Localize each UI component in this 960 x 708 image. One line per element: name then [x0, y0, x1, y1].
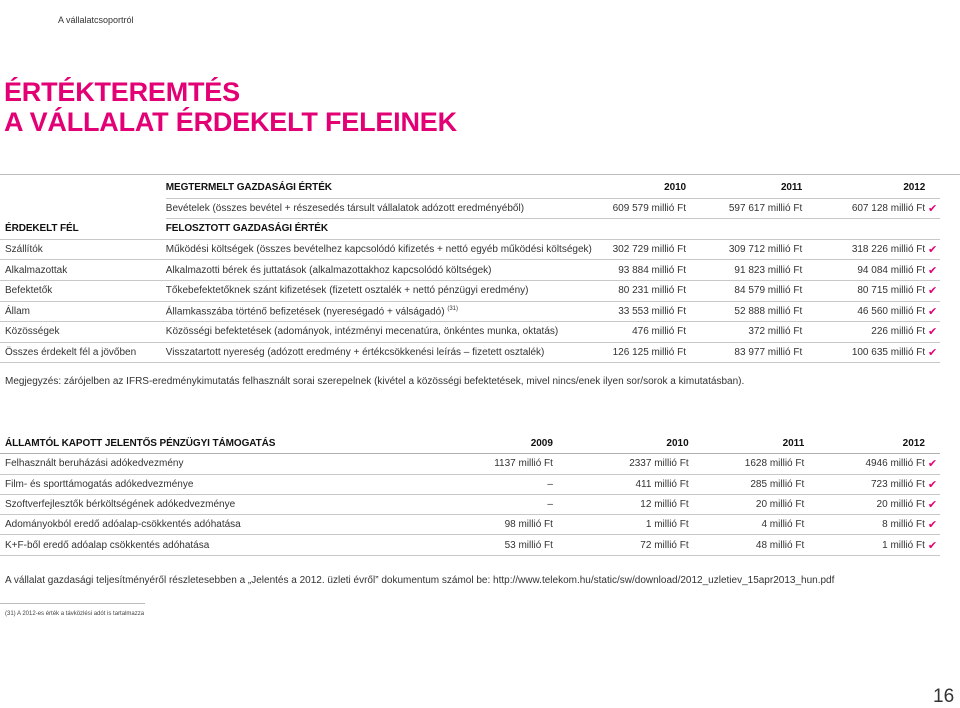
report-link-text: A vállalat gazdasági teljesítményéről részletesebben a „Jelentés a 2012. üzleti évről” dokumentum számol be: http://www.telekom.hu/static/sw/download/2012_uzletiev_15apr2013_hun.pdf — [5, 575, 835, 586]
distributed-value-heading: FELOSZTOTT GAZDASÁGI ÉRTÉK — [166, 219, 592, 240]
page-title-line1: ÉRTÉKTEREMTÉS — [4, 77, 240, 107]
check-icon: ✔ — [925, 494, 940, 514]
year-header: 2012 — [802, 178, 925, 198]
cell-value: 84 579 millió Ft — [686, 280, 802, 301]
check-icon: ✔ — [925, 239, 940, 260]
cell-value: 1628 millió Ft — [689, 454, 805, 474]
table-row — [0, 474, 940, 494]
cell-value: 80 715 millió Ft — [802, 280, 925, 301]
page-title-line2: A VÁLLALAT ÉRDEKELT FELEINEK — [4, 107, 457, 137]
check-icon: ✔ — [925, 198, 940, 219]
cell-value: 285 millió Ft — [689, 474, 805, 494]
cell-value: 53 millió Ft — [452, 535, 553, 555]
stakeholder: Befektetők — [0, 280, 166, 301]
stakeholder-header: ÉRDEKELT FÉL — [0, 219, 166, 240]
cell-value: 411 millió Ft — [553, 474, 689, 494]
year-header: 2010 — [553, 434, 689, 454]
cell-value: 1 millió Ft — [553, 515, 689, 535]
year-header: 2009 — [452, 434, 553, 454]
table-note: Megjegyzés: zárójelben az IFRS-eredménykimutatás felhasznált sorai szerepelnek (kivétel a közösségi befektetések, mivel nincs/enek ilyen sor/sorok a kimutatásban). — [5, 376, 745, 387]
cell-value: 93 884 millió Ft — [592, 260, 686, 281]
cell-value: – — [452, 494, 553, 514]
table-row — [0, 322, 940, 343]
row-label: K+F-ből eredő adóalap csökkentés adóhatása — [0, 535, 452, 555]
cell-value: 1 millió Ft — [804, 535, 925, 555]
year-header: 2010 — [592, 178, 686, 198]
footnote: (31) A 2012-es érték a távközlési adót is tartalmazza — [5, 611, 145, 617]
cell-value: 309 712 millió Ft — [686, 239, 802, 260]
stakeholder: Alkalmazottak — [0, 260, 166, 281]
cell-value: 126 125 millió Ft — [592, 342, 686, 363]
year-header: 2011 — [686, 178, 802, 198]
table-row — [0, 494, 940, 514]
economic-value-table — [0, 178, 940, 363]
year-header: 2012 — [804, 434, 925, 454]
table-row — [0, 454, 940, 474]
footnote-divider — [0, 603, 145, 604]
cell-value: 91 823 millió Ft — [686, 260, 802, 281]
table-row — [0, 239, 940, 260]
cell-value: 72 millió Ft — [553, 535, 689, 555]
divider — [0, 174, 960, 175]
stakeholder: Összes érdekelt fél a jövőben — [0, 342, 166, 363]
page-number: 16 — [933, 686, 955, 707]
row-label: Közösségi befektetések (adományok, intézményi mecenatúra, önkéntes munka, oktatás) — [166, 322, 592, 343]
cell-value: 609 579 millió Ft — [592, 198, 686, 219]
stakeholder: Közösségek — [0, 322, 166, 343]
cell-value: 597 617 millió Ft — [686, 198, 802, 219]
cell-value: 476 millió Ft — [592, 322, 686, 343]
cell-value: 98 millió Ft — [452, 515, 553, 535]
table-row — [0, 260, 940, 281]
row-label: Államkasszába történő befizetések (nyereségadó + válságadó) $^{(31)}$ — [166, 301, 592, 322]
cell-value: 94 084 millió Ft — [802, 260, 925, 281]
cell-value: 33 553 millió Ft — [592, 301, 686, 322]
table-row — [0, 342, 940, 363]
table-row — [0, 219, 940, 240]
table-row — [0, 515, 940, 535]
cell-value: – — [452, 474, 553, 494]
table-row — [0, 280, 940, 301]
check-icon: ✔ — [925, 474, 940, 494]
check-icon: ✔ — [925, 342, 940, 363]
generated-value-heading: MEGTERMELT GAZDASÁGI ÉRTÉK — [166, 178, 592, 198]
cell-value: 52 888 millió Ft — [686, 301, 802, 322]
row-label: Szoftverfejlesztők bérköltségének adókedvezménye — [0, 494, 452, 514]
cell-value: 4 millió Ft — [689, 515, 805, 535]
cell-value: 12 millió Ft — [553, 494, 689, 514]
check-icon: ✔ — [925, 260, 940, 281]
cell-value: 723 millió Ft — [804, 474, 925, 494]
cell-value: 2337 millió Ft — [553, 454, 689, 474]
cell-value: 8 millió Ft — [804, 515, 925, 535]
stakeholder: Állam — [0, 301, 166, 322]
state-support-heading: ÁLLAMTÓL KAPOTT JELENTŐS PÉNZÜGYI TÁMOGATÁS — [0, 434, 452, 454]
cell-value: 20 millió Ft — [689, 494, 805, 514]
footnote-ref: (31) — [447, 305, 459, 312]
table-row — [0, 301, 940, 322]
state-support-table — [0, 434, 940, 556]
row-label: Film- és sporttámogatás adókedvezménye — [0, 474, 452, 494]
row-label: Működési költségek (összes bevételhez kapcsolódó kifizetés + nettó egyéb működési költségek) — [166, 239, 592, 260]
row-label: Alkalmazotti bérek és juttatások (alkalmazottakhoz kapcsolódó költségek) — [166, 260, 592, 281]
cell-value: 607 128 millió Ft — [802, 198, 925, 219]
table-header-row — [0, 178, 940, 198]
cell-value: 372 millió Ft — [686, 322, 802, 343]
stakeholder: Szállítók — [0, 239, 166, 260]
row-label: Adományokból eredő adóalap-csökkentés adóhatása — [0, 515, 452, 535]
check-icon: ✔ — [925, 454, 940, 474]
table-row — [0, 535, 940, 555]
table-header-row — [0, 434, 940, 454]
cell-value: 20 millió Ft — [804, 494, 925, 514]
check-icon: ✔ — [925, 515, 940, 535]
check-icon: ✔ — [925, 301, 940, 322]
cell-value: 226 millió Ft — [802, 322, 925, 343]
row-label: Tőkebefektetőknek szánt kifizetések (fizetett osztalék + nettó pénzügyi eredmény) — [166, 280, 592, 301]
cell-value: 318 226 millió Ft — [802, 239, 925, 260]
cell-value: 46 560 millió Ft — [802, 301, 925, 322]
check-icon: ✔ — [925, 280, 940, 301]
row-label: Visszatartott nyereség (adózott eredmény + értékcsökkenési leírás – fizetett osztalék) — [166, 342, 592, 363]
row-label: Bevételek (összes bevétel + részesedés társult vállalatok adózott eredményéből) — [166, 198, 592, 219]
check-icon: ✔ — [925, 535, 940, 555]
cell-value: 83 977 millió Ft — [686, 342, 802, 363]
cell-value: 48 millió Ft — [689, 535, 805, 555]
check-icon: ✔ — [925, 322, 940, 343]
cell-value: 1137 millió Ft — [452, 454, 553, 474]
cell-value: 80 231 millió Ft — [592, 280, 686, 301]
cell-value: 100 635 millió Ft — [802, 342, 925, 363]
section-label: A vállalatcsoportról — [58, 15, 134, 25]
cell-value: 4946 millió Ft — [804, 454, 925, 474]
cell-value: 302 729 millió Ft — [592, 239, 686, 260]
row-label: Felhasznált beruházási adókedvezmény — [0, 454, 452, 474]
table-row — [0, 198, 940, 219]
year-header: 2011 — [689, 434, 805, 454]
